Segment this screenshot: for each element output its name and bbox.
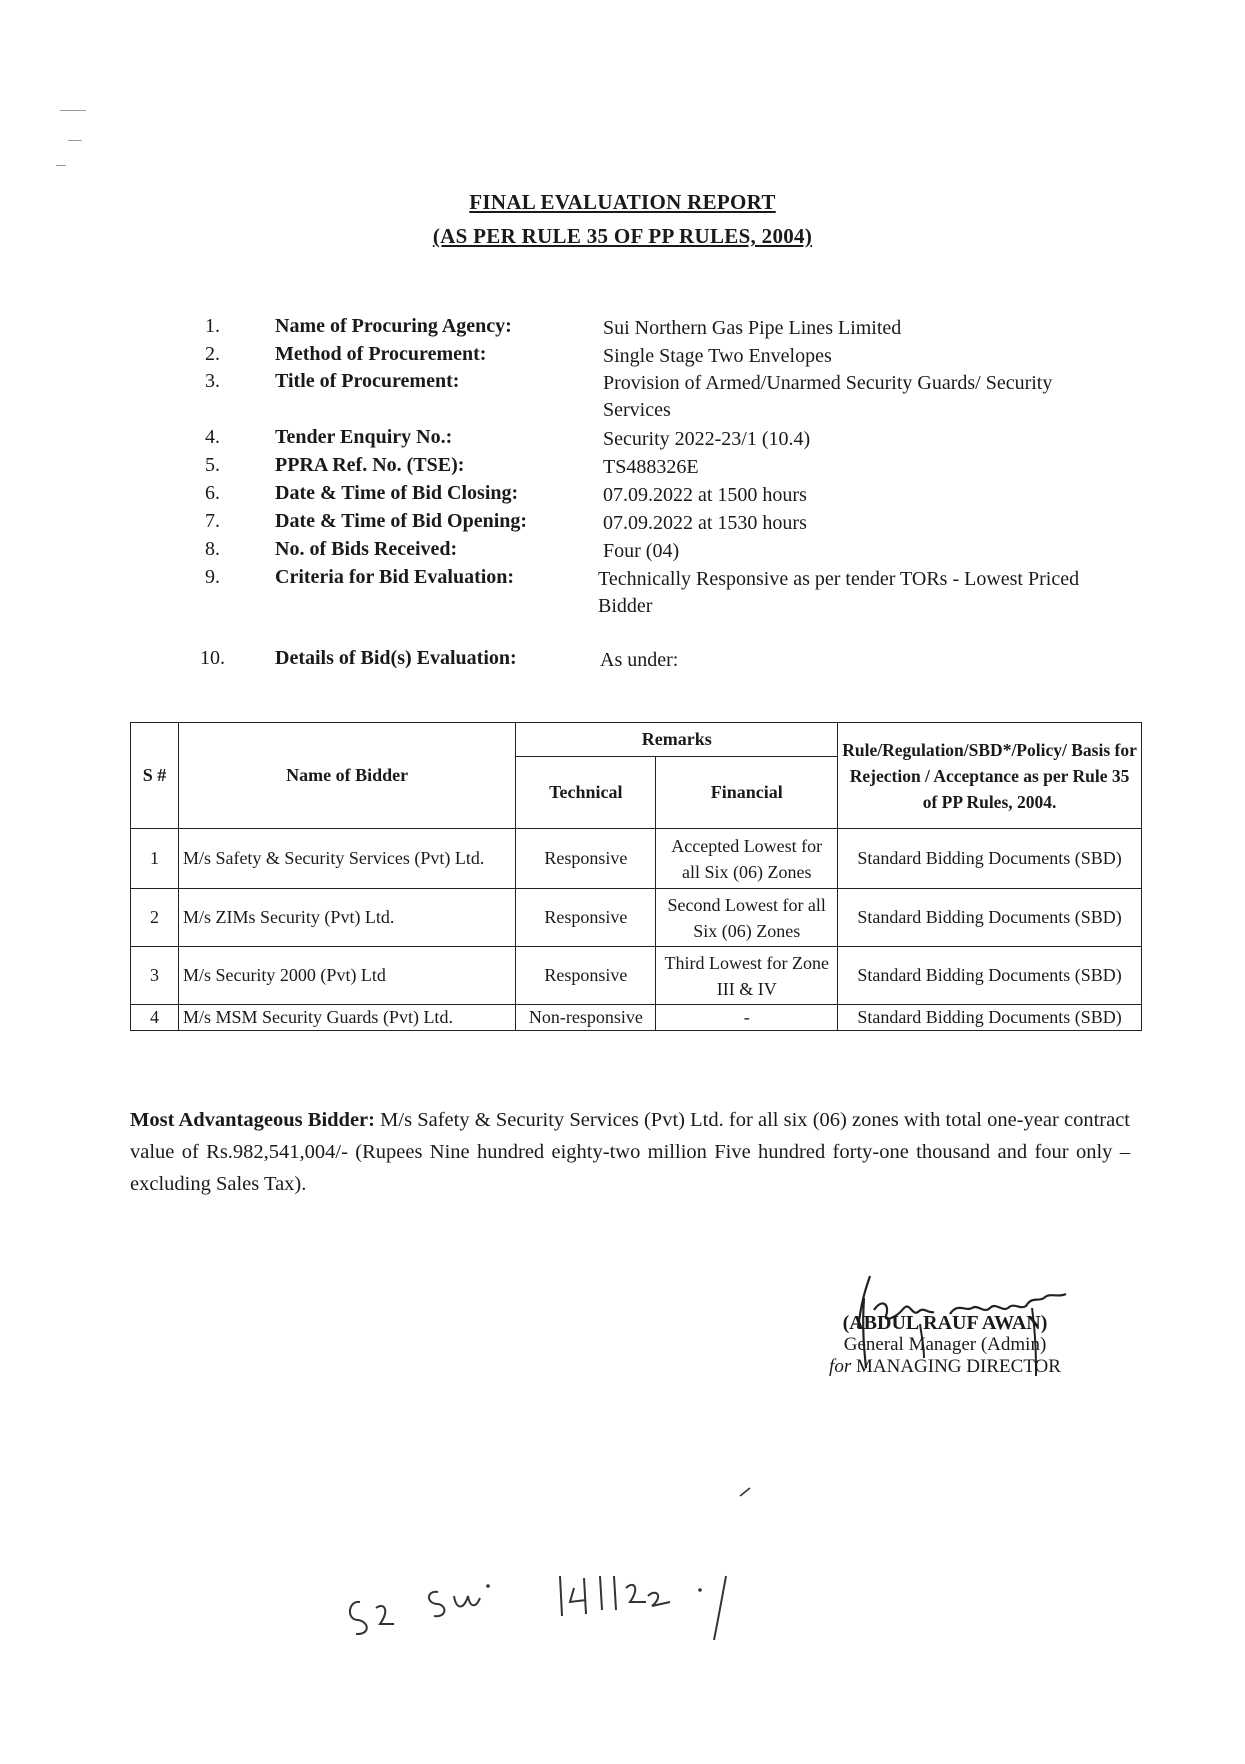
table-row	[131, 1005, 1142, 1031]
header-sno: S #	[131, 723, 179, 829]
signatory-name: (ABDUL RAUF AWAN)	[842, 1312, 1048, 1334]
advantageous-label: Most Advantageous Bidder:	[130, 1109, 375, 1131]
scan-mark	[56, 165, 66, 166]
table-row	[131, 947, 1142, 1005]
bid-evaluation-table	[130, 722, 1142, 1031]
item-value: Sui Northern Gas Pipe Lines Limited	[603, 317, 902, 339]
item-value: 07.09.2022 at 1530 hours	[603, 512, 807, 534]
item-number: 1.	[205, 315, 220, 337]
item-value: TS488326E	[603, 456, 699, 478]
signatory-designation: General Manager (Admin)	[843, 1334, 1047, 1355]
on-behalf-text: MANAGING DIRECTOR	[855, 1356, 1061, 1377]
cell-rule: Standard Bidding Documents (SBD)	[838, 889, 1142, 947]
most-advantageous-bidder	[130, 1104, 1130, 1200]
item-label: Details of Bid(s) Evaluation:	[275, 647, 517, 669]
item-number: 5.	[205, 454, 220, 476]
item-label: Method of Procurement:	[275, 343, 487, 365]
cell-bidder-name: M/s ZIMs Security (Pvt) Ltd.	[178, 889, 515, 947]
signatory-on-behalf	[780, 1356, 1110, 1378]
report-subtitle: (AS PER RULE 35 OF PP RULES, 2004)	[432, 224, 813, 248]
header-technical: Technical	[516, 757, 656, 829]
header-bidder-name: Name of Bidder	[178, 723, 515, 829]
cell-rule: Standard Bidding Documents (SBD)	[838, 829, 1142, 889]
table-row	[131, 829, 1142, 889]
header-remarks: Remarks	[516, 723, 838, 757]
item-label: Tender Enquiry No.:	[275, 426, 453, 448]
item-value: Security 2022-23/1 (10.4)	[603, 428, 811, 450]
signatory-block	[780, 1270, 1110, 1378]
item-label: Date & Time of Bid Opening:	[275, 510, 528, 532]
item-label: Title of Procurement:	[275, 370, 460, 392]
cell-bidder-name: M/s Security 2000 (Pvt) Ltd	[178, 947, 515, 1005]
item-number: 4.	[205, 426, 220, 448]
report-title: FINAL EVALUATION REPORT	[469, 190, 776, 214]
cell-bidder-name: M/s Safety & Security Services (Pvt) Ltd.	[178, 829, 515, 889]
item-value: As under:	[600, 649, 679, 671]
cell-sno: 1	[131, 829, 179, 889]
item-number: 7.	[205, 510, 220, 532]
item-number: 10.	[200, 647, 225, 669]
item-value: Four (04)	[603, 540, 680, 562]
cell-rule: Standard Bidding Documents (SBD)	[838, 947, 1142, 1005]
item-label: Name of Procuring Agency:	[275, 315, 512, 337]
item-label: No. of Bids Received:	[275, 538, 458, 560]
item-label: Criteria for Bid Evaluation:	[275, 566, 515, 588]
cell-financial: Third Lowest for Zone III & IV	[656, 947, 838, 1005]
cell-sno: 3	[131, 947, 179, 1005]
cell-bidder-name: M/s MSM Security Guards (Pvt) Ltd.	[178, 1005, 515, 1031]
item-label: Date & Time of Bid Closing:	[275, 482, 519, 504]
item-value: Technically Responsive as per tender TORs - Lowest Priced Bidder	[598, 568, 1080, 617]
item-number: 6.	[205, 482, 220, 504]
for-word: for	[829, 1356, 852, 1377]
header-financial: Financial	[656, 757, 838, 829]
item-number: 3.	[205, 370, 220, 392]
header-rule-basis: Rule/Regulation/SBD*/Policy/ Basis for Rejection / Acceptance as per Rule 35 of PP Rules, 2004.	[838, 723, 1142, 829]
cell-technical: Non-responsive	[516, 1005, 656, 1031]
item-number: 8.	[205, 538, 220, 560]
table-row	[131, 889, 1142, 947]
cell-technical: Responsive	[516, 829, 656, 889]
cell-technical: Responsive	[516, 947, 656, 1005]
cell-financial: Second Lowest for all Six (06) Zones	[656, 889, 838, 947]
item-number: 9.	[205, 566, 220, 588]
scan-mark	[60, 110, 86, 111]
cell-financial: -	[656, 1005, 838, 1031]
handwritten-note	[330, 1480, 850, 1640]
cell-rule: Standard Bidding Documents (SBD)	[838, 1005, 1142, 1031]
cell-technical: Responsive	[516, 889, 656, 947]
item-value: Provision of Armed/Unarmed Security Guards/ Security Services	[603, 372, 1053, 421]
advantageous-text: M/s Safety & Security Services (Pvt) Ltd. for all six (06) zones with total one-year contract value of Rs.982,541,004/- (Rupees Nine hundred eighty-two million Five hundred forty-one thousand and four only – excluding Sales Tax).	[130, 1109, 1130, 1195]
item-number: 2.	[205, 343, 220, 365]
item-value: 07.09.2022 at 1500 hours	[603, 484, 807, 506]
scan-mark	[68, 140, 82, 141]
cell-sno: 2	[131, 889, 179, 947]
item-label: PPRA Ref. No. (TSE):	[275, 454, 465, 476]
cell-financial: Accepted Lowest for all Six (06) Zones	[656, 829, 838, 889]
item-value: Single Stage Two Envelopes	[603, 345, 832, 367]
cell-sno: 4	[131, 1005, 179, 1031]
